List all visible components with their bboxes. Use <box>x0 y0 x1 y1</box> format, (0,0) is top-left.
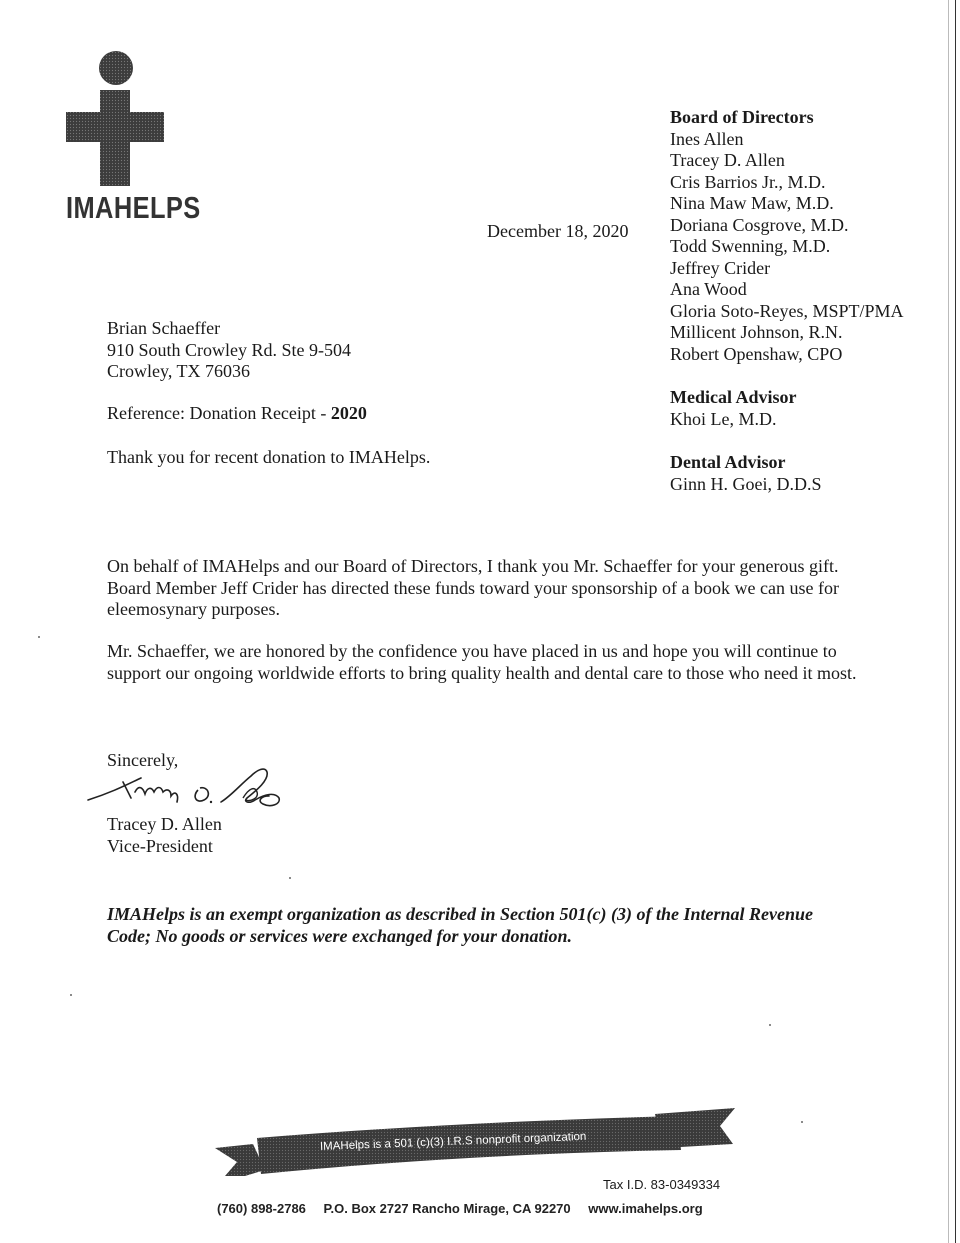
closing-salutation: Sincerely, <box>107 750 179 770</box>
tax-id: Tax I.D. 83-0349334 <box>603 1177 721 1192</box>
logo-cross-icon <box>66 48 182 188</box>
footer-contact <box>217 1201 703 1216</box>
board-member: Doriana Cosgrove, M.D. <box>670 214 849 235</box>
scan-edge <box>955 0 956 1243</box>
recipient-address <box>107 318 351 383</box>
signer-block <box>107 814 222 857</box>
board-member: Cris Barrios Jr., M.D. <box>670 171 826 192</box>
scan-speck <box>769 1024 771 1026</box>
tax-exempt-disclaimer: IMAHelps is an exempt organization as described in Section 501(c) (3) of the Internal Revenue Code; No goods or services were exchanged for your donation. <box>107 904 814 946</box>
scan-speck <box>801 1121 803 1123</box>
board-member: Tracey D. Allen <box>670 150 785 170</box>
board-member: Todd Swenning, M.D. <box>670 236 831 256</box>
recipient-name: Brian Schaeffer <box>107 318 221 338</box>
board-member: Millicent Johnson, R.N. <box>670 322 843 342</box>
board-member: Nina Maw Maw, M.D. <box>670 193 834 213</box>
board-member: Ana Wood <box>670 279 747 299</box>
scan-edge-faint <box>948 0 949 1243</box>
footer-address: P.O. Box 2727 Rancho Mirage, CA 92270 <box>323 1201 571 1216</box>
logo-wordmark: IMAHELPS <box>66 190 201 225</box>
body-paragraph-1: On behalf of IMAHelps and our Board of Directors, I thank you Mr. Schaeffer for your generous gift. Board Member Jeff Crider has directed these funds toward your sponsorship of a book we can use for eleemosynary purposes. <box>107 556 839 619</box>
recipient-city: Crowley, TX 76036 <box>107 361 250 381</box>
reference-label: Reference: Donation Receipt - <box>107 403 331 423</box>
board-members-list <box>670 129 904 366</box>
signer-title: Vice-President <box>107 835 213 856</box>
medical-advisor-heading: Medical Advisor <box>670 387 797 407</box>
board-member: Gloria Soto-Reyes, MSPT/PMA <box>670 300 904 321</box>
recipient-street: 910 South Crowley Rd. Ste 9-504 <box>107 339 352 360</box>
board-sidebar <box>670 107 904 495</box>
scan-speck <box>289 877 291 879</box>
reference-line <box>107 403 367 425</box>
body-paragraph-2: Mr. Schaeffer, we are honored by the confidence you have placed in us and hope you will continue to support our ongoing worldwide efforts to bring quality health and dental care to those who need it most. <box>107 641 857 683</box>
board-member: Ines Allen <box>670 128 744 149</box>
thanks-line: Thank you for recent donation to IMAHelps. <box>107 447 431 467</box>
scan-speck <box>70 994 72 996</box>
footer-website[interactable]: www.imahelps.org <box>588 1201 703 1216</box>
signer-name: Tracey D. Allen <box>107 814 222 834</box>
dental-advisor-heading: Dental Advisor <box>670 452 786 472</box>
medical-advisor-name: Khoi Le, M.D. <box>670 408 777 429</box>
footer-phone: (760) 898-2786 <box>217 1201 306 1216</box>
letter-date: December 18, 2020 <box>487 221 629 241</box>
banner-text: IMAHelps is a 501 (c)(3) I.R.S nonprofit organization <box>319 1130 587 1153</box>
board-member: Robert Openshaw, CPO <box>670 343 843 364</box>
reference-year: 2020 <box>330 403 367 423</box>
scan-speck <box>38 636 40 638</box>
imahelps-logo <box>66 48 201 228</box>
dental-advisor-name: Ginn H. Goei, D.D.S <box>670 473 822 494</box>
handwritten-signature <box>83 752 313 812</box>
board-member: Jeffrey Crider <box>670 257 771 278</box>
board-heading: Board of Directors <box>670 107 814 127</box>
